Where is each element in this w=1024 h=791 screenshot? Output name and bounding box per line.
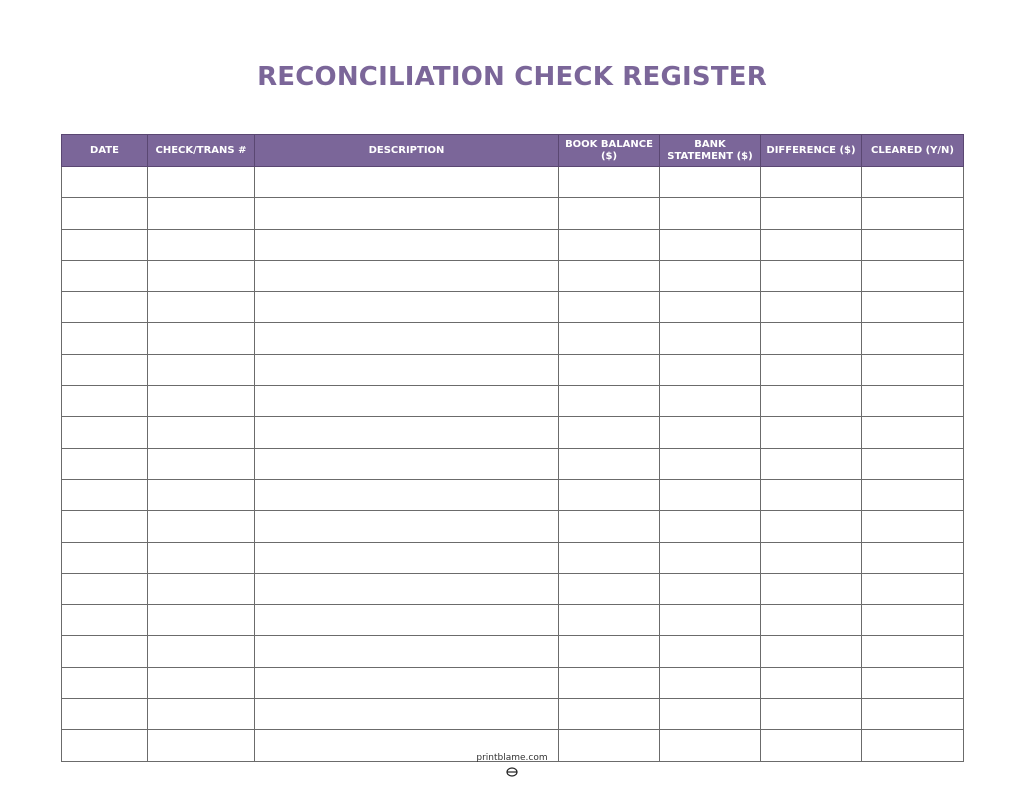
- cell-bank-statement[interactable]: [660, 605, 761, 636]
- table-row: [62, 198, 964, 229]
- cell-bank-statement[interactable]: [660, 292, 761, 323]
- cell-bank-statement[interactable]: [660, 354, 761, 385]
- table-row: [62, 386, 964, 417]
- cell-cleared[interactable]: [862, 511, 964, 542]
- check-register-table: [61, 134, 964, 762]
- cell-date[interactable]: [62, 448, 148, 479]
- cell-check-trans[interactable]: [148, 323, 255, 354]
- cell-bank-statement[interactable]: [660, 479, 761, 510]
- cell-bank-statement[interactable]: [660, 167, 761, 198]
- cell-date[interactable]: [62, 229, 148, 260]
- cell-description[interactable]: [255, 198, 559, 229]
- cell-description[interactable]: [255, 542, 559, 573]
- table-row: [62, 573, 964, 604]
- cell-book-balance[interactable]: [559, 448, 660, 479]
- cell-description[interactable]: [255, 260, 559, 291]
- cell-date[interactable]: [62, 386, 148, 417]
- cell-bank-statement[interactable]: [660, 229, 761, 260]
- cell-cleared[interactable]: [862, 260, 964, 291]
- cell-bank-statement[interactable]: [660, 417, 761, 448]
- cell-book-balance[interactable]: [559, 479, 660, 510]
- cell-check-trans[interactable]: [148, 417, 255, 448]
- cell-date[interactable]: [62, 260, 148, 291]
- cell-check-trans[interactable]: [148, 198, 255, 229]
- cell-book-balance[interactable]: [559, 198, 660, 229]
- column-header-description: DESCRIPTION: [255, 135, 559, 167]
- cell-description[interactable]: [255, 511, 559, 542]
- cell-description[interactable]: [255, 386, 559, 417]
- cell-bank-statement[interactable]: [660, 323, 761, 354]
- page-title: RECONCILIATION CHECK REGISTER: [257, 62, 767, 92]
- cell-description[interactable]: [255, 636, 559, 667]
- cell-book-balance[interactable]: [559, 167, 660, 198]
- cell-date[interactable]: [62, 511, 148, 542]
- cell-description[interactable]: [255, 573, 559, 604]
- cell-date[interactable]: [62, 292, 148, 323]
- cell-difference[interactable]: [761, 323, 862, 354]
- cell-difference[interactable]: [761, 479, 862, 510]
- cell-cleared[interactable]: [862, 417, 964, 448]
- cell-date[interactable]: [62, 573, 148, 604]
- table-row: [62, 699, 964, 730]
- header-row: [62, 135, 964, 167]
- column-header-book-balance: BOOK BALANCE ($): [559, 135, 660, 167]
- cell-cleared[interactable]: [862, 323, 964, 354]
- cell-book-balance[interactable]: [559, 667, 660, 698]
- cell-book-balance[interactable]: [559, 511, 660, 542]
- table-row: [62, 292, 964, 323]
- printblame-logo-icon: [506, 767, 518, 777]
- cell-book-balance[interactable]: [559, 605, 660, 636]
- cell-difference[interactable]: [761, 573, 862, 604]
- cell-cleared[interactable]: [862, 667, 964, 698]
- cell-difference[interactable]: [761, 636, 862, 667]
- cell-date[interactable]: [62, 479, 148, 510]
- cell-bank-statement[interactable]: [660, 386, 761, 417]
- cell-date[interactable]: [62, 667, 148, 698]
- cell-description[interactable]: [255, 448, 559, 479]
- cell-book-balance[interactable]: [559, 292, 660, 323]
- cell-check-trans[interactable]: [148, 167, 255, 198]
- cell-book-balance[interactable]: [559, 636, 660, 667]
- table-row: [62, 354, 964, 385]
- cell-book-balance[interactable]: [559, 573, 660, 604]
- cell-difference[interactable]: [761, 292, 862, 323]
- cell-bank-statement[interactable]: [660, 573, 761, 604]
- cell-difference[interactable]: [761, 542, 862, 573]
- cell-bank-statement[interactable]: [660, 198, 761, 229]
- cell-check-trans[interactable]: [148, 605, 255, 636]
- cell-date[interactable]: [62, 542, 148, 573]
- cell-bank-statement[interactable]: [660, 511, 761, 542]
- cell-bank-statement[interactable]: [660, 699, 761, 730]
- cell-cleared[interactable]: [862, 292, 964, 323]
- cell-check-trans[interactable]: [148, 573, 255, 604]
- cell-check-trans[interactable]: [148, 667, 255, 698]
- cell-cleared[interactable]: [862, 386, 964, 417]
- cell-cleared[interactable]: [862, 605, 964, 636]
- cell-check-trans[interactable]: [148, 699, 255, 730]
- cell-book-balance[interactable]: [559, 229, 660, 260]
- cell-date[interactable]: [62, 636, 148, 667]
- cell-difference[interactable]: [761, 198, 862, 229]
- cell-difference[interactable]: [761, 417, 862, 448]
- cell-cleared[interactable]: [862, 198, 964, 229]
- cell-date[interactable]: [62, 417, 148, 448]
- cell-description[interactable]: [255, 354, 559, 385]
- table-row: [62, 667, 964, 698]
- cell-date[interactable]: [62, 354, 148, 385]
- cell-description[interactable]: [255, 479, 559, 510]
- cell-book-balance[interactable]: [559, 542, 660, 573]
- cell-difference[interactable]: [761, 167, 862, 198]
- cell-difference[interactable]: [761, 386, 862, 417]
- cell-cleared[interactable]: [862, 542, 964, 573]
- cell-bank-statement[interactable]: [660, 636, 761, 667]
- cell-date[interactable]: [62, 198, 148, 229]
- table-row: [62, 417, 964, 448]
- cell-check-trans[interactable]: [148, 292, 255, 323]
- cell-check-trans[interactable]: [148, 448, 255, 479]
- cell-book-balance[interactable]: [559, 699, 660, 730]
- column-header-cleared: CLEARED (Y/N): [862, 135, 964, 167]
- cell-cleared[interactable]: [862, 448, 964, 479]
- column-header-difference: DIFFERENCE ($): [761, 135, 862, 167]
- cell-cleared[interactable]: [862, 479, 964, 510]
- cell-description[interactable]: [255, 292, 559, 323]
- cell-check-trans[interactable]: [148, 542, 255, 573]
- cell-cleared[interactable]: [862, 354, 964, 385]
- cell-difference[interactable]: [761, 229, 862, 260]
- cell-book-balance[interactable]: [559, 260, 660, 291]
- cell-bank-statement[interactable]: [660, 542, 761, 573]
- cell-cleared[interactable]: [862, 229, 964, 260]
- cell-difference[interactable]: [761, 605, 862, 636]
- cell-check-trans[interactable]: [148, 260, 255, 291]
- cell-cleared[interactable]: [862, 636, 964, 667]
- cell-difference[interactable]: [761, 667, 862, 698]
- cell-difference[interactable]: [761, 260, 862, 291]
- cell-date[interactable]: [62, 323, 148, 354]
- cell-difference[interactable]: [761, 511, 862, 542]
- table-row: [62, 448, 964, 479]
- cell-book-balance[interactable]: [559, 417, 660, 448]
- cell-difference[interactable]: [761, 448, 862, 479]
- cell-description[interactable]: [255, 417, 559, 448]
- table-row: [62, 167, 964, 198]
- cell-check-trans[interactable]: [148, 511, 255, 542]
- cell-difference[interactable]: [761, 354, 862, 385]
- table-row: [62, 260, 964, 291]
- cell-description[interactable]: [255, 605, 559, 636]
- table-row: [62, 229, 964, 260]
- cell-cleared[interactable]: [862, 699, 964, 730]
- cell-cleared[interactable]: [862, 573, 964, 604]
- cell-check-trans[interactable]: [148, 354, 255, 385]
- cell-description[interactable]: [255, 229, 559, 260]
- cell-difference[interactable]: [761, 699, 862, 730]
- table-row: [62, 636, 964, 667]
- register-body: [62, 167, 964, 762]
- table-row: [62, 542, 964, 573]
- cell-bank-statement[interactable]: [660, 667, 761, 698]
- cell-description[interactable]: [255, 167, 559, 198]
- cell-book-balance[interactable]: [559, 354, 660, 385]
- cell-bank-statement[interactable]: [660, 448, 761, 479]
- table-row: [62, 323, 964, 354]
- site-url: printblame.com: [476, 753, 548, 763]
- column-header-bank-statement: BANK STATEMENT ($): [660, 135, 761, 167]
- cell-check-trans[interactable]: [148, 479, 255, 510]
- column-header-date: DATE: [62, 135, 148, 167]
- cell-check-trans[interactable]: [148, 386, 255, 417]
- column-header-check-trans: CHECK/TRANS #: [148, 135, 255, 167]
- cell-date[interactable]: [62, 699, 148, 730]
- cell-book-balance[interactable]: [559, 386, 660, 417]
- cell-date[interactable]: [62, 605, 148, 636]
- table-row: [62, 511, 964, 542]
- cell-check-trans[interactable]: [148, 229, 255, 260]
- cell-check-trans[interactable]: [148, 636, 255, 667]
- cell-cleared[interactable]: [862, 167, 964, 198]
- cell-description[interactable]: [255, 667, 559, 698]
- cell-description[interactable]: [255, 323, 559, 354]
- table-row: [62, 605, 964, 636]
- table-row: [62, 479, 964, 510]
- cell-description[interactable]: [255, 699, 559, 730]
- cell-bank-statement[interactable]: [660, 260, 761, 291]
- cell-date[interactable]: [62, 167, 148, 198]
- cell-book-balance[interactable]: [559, 323, 660, 354]
